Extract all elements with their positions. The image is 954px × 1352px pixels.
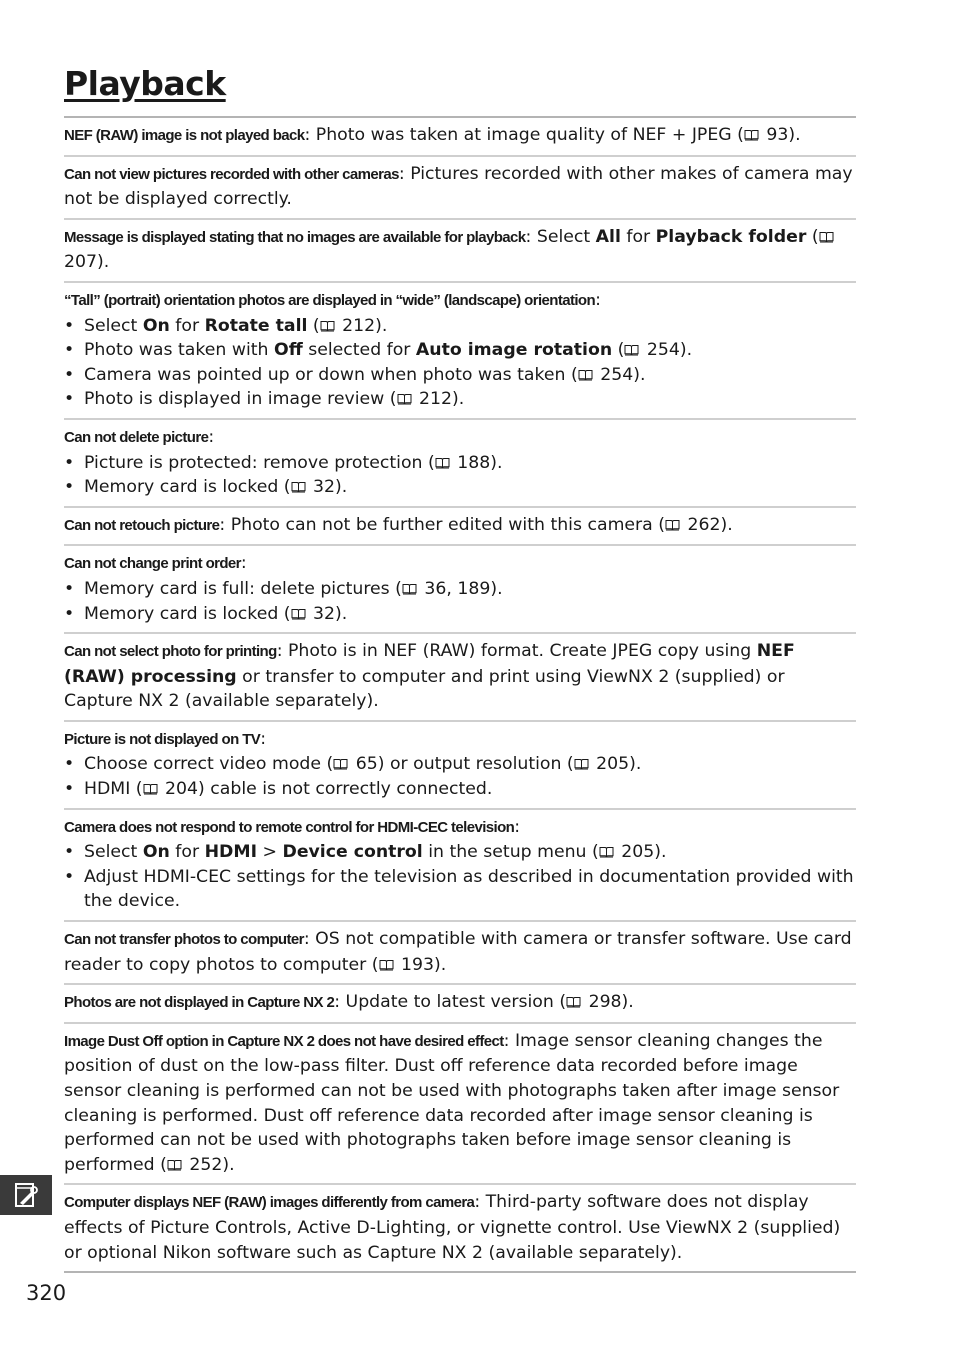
entry-text: 254).: [641, 340, 693, 361]
troubleshooting-entry: [64, 281, 856, 418]
entry-text: or transfer to computer and print using ViewNX 2 (supplied) or Capture NX 2 (available separately).: [64, 666, 785, 712]
entry-heading: Camera does not respond to remote control for HDMI-CEC television: [64, 818, 515, 836]
bullet-item: [64, 363, 856, 388]
entry-text: Memory card is locked (: [84, 477, 291, 498]
troubleshooting-entry: [64, 506, 856, 545]
book-reference-icon: [167, 1154, 182, 1166]
entry-text: :: [260, 728, 267, 749]
entry-paragraph: [64, 815, 856, 841]
entry-paragraph: [64, 990, 856, 1016]
bullet-item: [64, 602, 856, 627]
entry-paragraph: [64, 425, 856, 451]
bullet-item: [64, 577, 856, 602]
entry-text: Choose correct video mode (: [84, 754, 334, 775]
menu-option-text: On: [142, 842, 170, 863]
menu-option-text: Off: [274, 340, 303, 361]
entry-text: 188).: [451, 452, 503, 473]
troubleshooting-list: [64, 116, 856, 1273]
entry-text: 207).: [64, 252, 110, 273]
entry-text: in the setup menu (: [422, 842, 599, 863]
menu-option-text: HDMI: [204, 842, 257, 863]
entry-heading: Image Dust Off option in Capture NX 2 does not have desired effect: [64, 1032, 504, 1050]
troubleshooting-entry: [64, 118, 856, 155]
book-reference-icon: [320, 315, 335, 327]
book-reference-icon: [566, 991, 581, 1003]
entry-paragraph: [64, 639, 856, 714]
entry-heading: Message is displayed stating that no images are available for playback: [64, 228, 526, 246]
entry-paragraph: [64, 727, 856, 753]
entry-text: :: [240, 553, 247, 574]
entry-text: >: [257, 842, 283, 863]
bullet-list: [64, 840, 856, 914]
wrench-notebook-icon: [14, 1182, 38, 1208]
book-reference-icon: [578, 364, 593, 376]
bullet-item: [64, 451, 856, 476]
entry-paragraph: [64, 288, 856, 314]
entry-text: Camera was pointed up or down when photo was taken (: [84, 364, 578, 385]
bullet-list: [64, 752, 856, 801]
entry-text: :: [514, 816, 521, 837]
troubleshooting-entry: [64, 1022, 856, 1184]
bullet-item: [64, 865, 856, 914]
troubleshooting-entry: [64, 632, 856, 720]
troubleshooting-entry: [64, 983, 856, 1022]
bullet-item: [64, 338, 856, 363]
book-reference-icon: [665, 514, 680, 526]
page-title: Playback: [64, 64, 226, 103]
entry-text: 93).: [760, 125, 801, 145]
entry-text: (: [806, 226, 819, 247]
bullet-item: [64, 475, 856, 500]
entry-paragraph: [64, 927, 856, 977]
entry-text: 36, 189).: [418, 578, 503, 599]
troubleshooting-entry: [64, 155, 856, 218]
entry-text: : Image sensor cleaning changes the position of dust on the low-pass filter. Dust off reference data recorded before image sensor cleaning is performed can not be used with photographs taken after image sensor cleaning is performed. Dust off reference data recorded after image sensor cleaning is performed can not be used with photographs taken before image sensor cleaning is performed (: [64, 1030, 840, 1175]
entry-paragraph: [64, 551, 856, 577]
entry-text: : Photo was taken at image quality of NEF + JPEG (: [304, 125, 744, 145]
entry-text: : Third-party software does not display effects of Picture Controls, Active D-Lighting, or vignette control. Use ViewNX 2 (supplied) or optional Nikon software such as Capture NX 2 (available separately).: [64, 1192, 841, 1263]
entry-heading: Can not select photo for printing: [64, 643, 277, 661]
entry-text: : Select: [525, 226, 596, 247]
entry-heading: Photos are not displayed in Capture NX 2: [64, 994, 335, 1012]
entry-text: HDMI (: [84, 779, 143, 800]
entry-text: for: [169, 842, 205, 863]
book-reference-icon: [291, 603, 306, 615]
entry-text: : Photo is in NEF (RAW) format. Create JPEG copy using: [276, 641, 757, 662]
entry-text: 212).: [413, 389, 465, 410]
entry-text: 205).: [615, 842, 667, 863]
bullet-list: [64, 451, 856, 500]
entry-heading: Can not transfer photos to computer: [64, 931, 304, 949]
menu-option-text: NEF (RAW) processing: [64, 641, 795, 687]
entry-text: 65) or output resolution (: [350, 754, 574, 775]
entry-heading: Can not retouch picture: [64, 516, 220, 534]
entry-text: :: [595, 289, 601, 310]
entry-heading: Can not view pictures recorded with other cameras: [64, 165, 399, 183]
entry-text: 298).: [583, 992, 634, 1013]
book-reference-icon: [819, 226, 834, 238]
book-reference-icon: [379, 954, 394, 966]
entry-text: 252).: [183, 1154, 235, 1175]
book-reference-icon: [143, 778, 158, 790]
book-reference-icon: [397, 388, 412, 400]
entry-text: :: [208, 426, 215, 447]
book-reference-icon: [574, 753, 589, 765]
menu-option-text: Device control: [282, 842, 423, 863]
entry-heading: NEF (RAW) image is not played back: [64, 127, 305, 144]
entry-text: (: [612, 340, 625, 361]
entry-text: Photo is displayed in image review (: [84, 389, 397, 410]
troubleshooting-entry: [64, 218, 856, 281]
entry-text: 254).: [594, 364, 646, 385]
entry-text: Memory card is full: delete pictures (: [84, 578, 402, 599]
entry-text: Photo was taken with: [84, 340, 275, 361]
entry-text: for: [169, 315, 205, 336]
entry-heading: Can not delete picture: [64, 428, 209, 446]
entry-text: 205).: [590, 754, 642, 775]
book-reference-icon: [435, 452, 450, 464]
troubleshooting-entry: [64, 920, 856, 983]
entry-heading: Picture is not displayed on TV: [64, 730, 261, 748]
section-tab: [0, 1175, 52, 1215]
entry-text: 204) cable is not correctly connected.: [159, 779, 493, 800]
entry-text: 262).: [681, 514, 733, 535]
troubleshooting-entry: [64, 808, 856, 920]
entry-text: selected for: [302, 340, 416, 361]
entry-text: 32).: [307, 477, 348, 498]
bullet-list: [64, 314, 856, 412]
book-reference-icon: [599, 841, 614, 853]
entry-text: Picture is protected: remove protection (: [84, 452, 435, 473]
entry-text: Select: [84, 315, 143, 336]
entry-text: 212).: [336, 315, 388, 336]
book-reference-icon: [402, 578, 417, 590]
bullet-list: [64, 577, 856, 626]
troubleshooting-entry: [64, 1183, 856, 1271]
bullet-item: [64, 840, 856, 865]
troubleshooting-entry: [64, 720, 856, 808]
page-number: 320: [26, 1281, 67, 1305]
book-reference-icon: [291, 476, 306, 488]
entry-paragraph: [64, 513, 856, 539]
entry-heading: Computer displays NEF (RAW) images differently from camera: [64, 1194, 475, 1212]
entry-heading: Can not change print order: [64, 555, 241, 573]
entry-paragraph: [64, 123, 856, 149]
bullet-item: [64, 387, 856, 412]
entry-text: : Update to latest version (: [334, 992, 567, 1013]
entry-text: Memory card is locked (: [84, 603, 291, 624]
menu-option-text: Playback folder: [655, 226, 807, 247]
entry-text: Select: [84, 842, 143, 863]
entry-text: 193).: [395, 954, 447, 975]
entry-text: 32).: [307, 603, 348, 624]
entry-text: : Pictures recorded with other makes of camera may not be displayed correctly.: [64, 163, 853, 210]
troubleshooting-entry: [64, 418, 856, 506]
entry-paragraph: [64, 1190, 856, 1265]
entry-text: Adjust HDMI-CEC settings for the television as described in documentation provided with the device.: [84, 866, 854, 912]
entry-paragraph: [64, 1029, 856, 1178]
entry-text: : Photo can not be further edited with this camera (: [219, 514, 665, 535]
menu-option-text: Rotate tall: [204, 315, 308, 336]
entry-paragraph: [64, 225, 856, 275]
book-reference-icon: [744, 124, 759, 136]
troubleshooting-entry: [64, 544, 856, 632]
book-reference-icon: [624, 339, 639, 351]
menu-option-text: All: [595, 226, 621, 247]
entry-text: for: [620, 226, 656, 247]
entry-text: (: [307, 315, 320, 336]
book-reference-icon: [333, 753, 348, 765]
menu-option-text: Auto image rotation: [415, 340, 613, 361]
entry-paragraph: [64, 162, 856, 212]
menu-option-text: On: [142, 315, 170, 336]
bullet-item: [64, 777, 856, 802]
bullet-item: [64, 314, 856, 339]
entry-heading: “Tall” (portrait) orientation photos are displayed in “wide” (landscape) orientation: [64, 291, 596, 309]
bullet-item: [64, 752, 856, 777]
entry-text: : OS not compatible with camera or transfer software. Use card reader to copy photos to computer (: [64, 929, 852, 975]
